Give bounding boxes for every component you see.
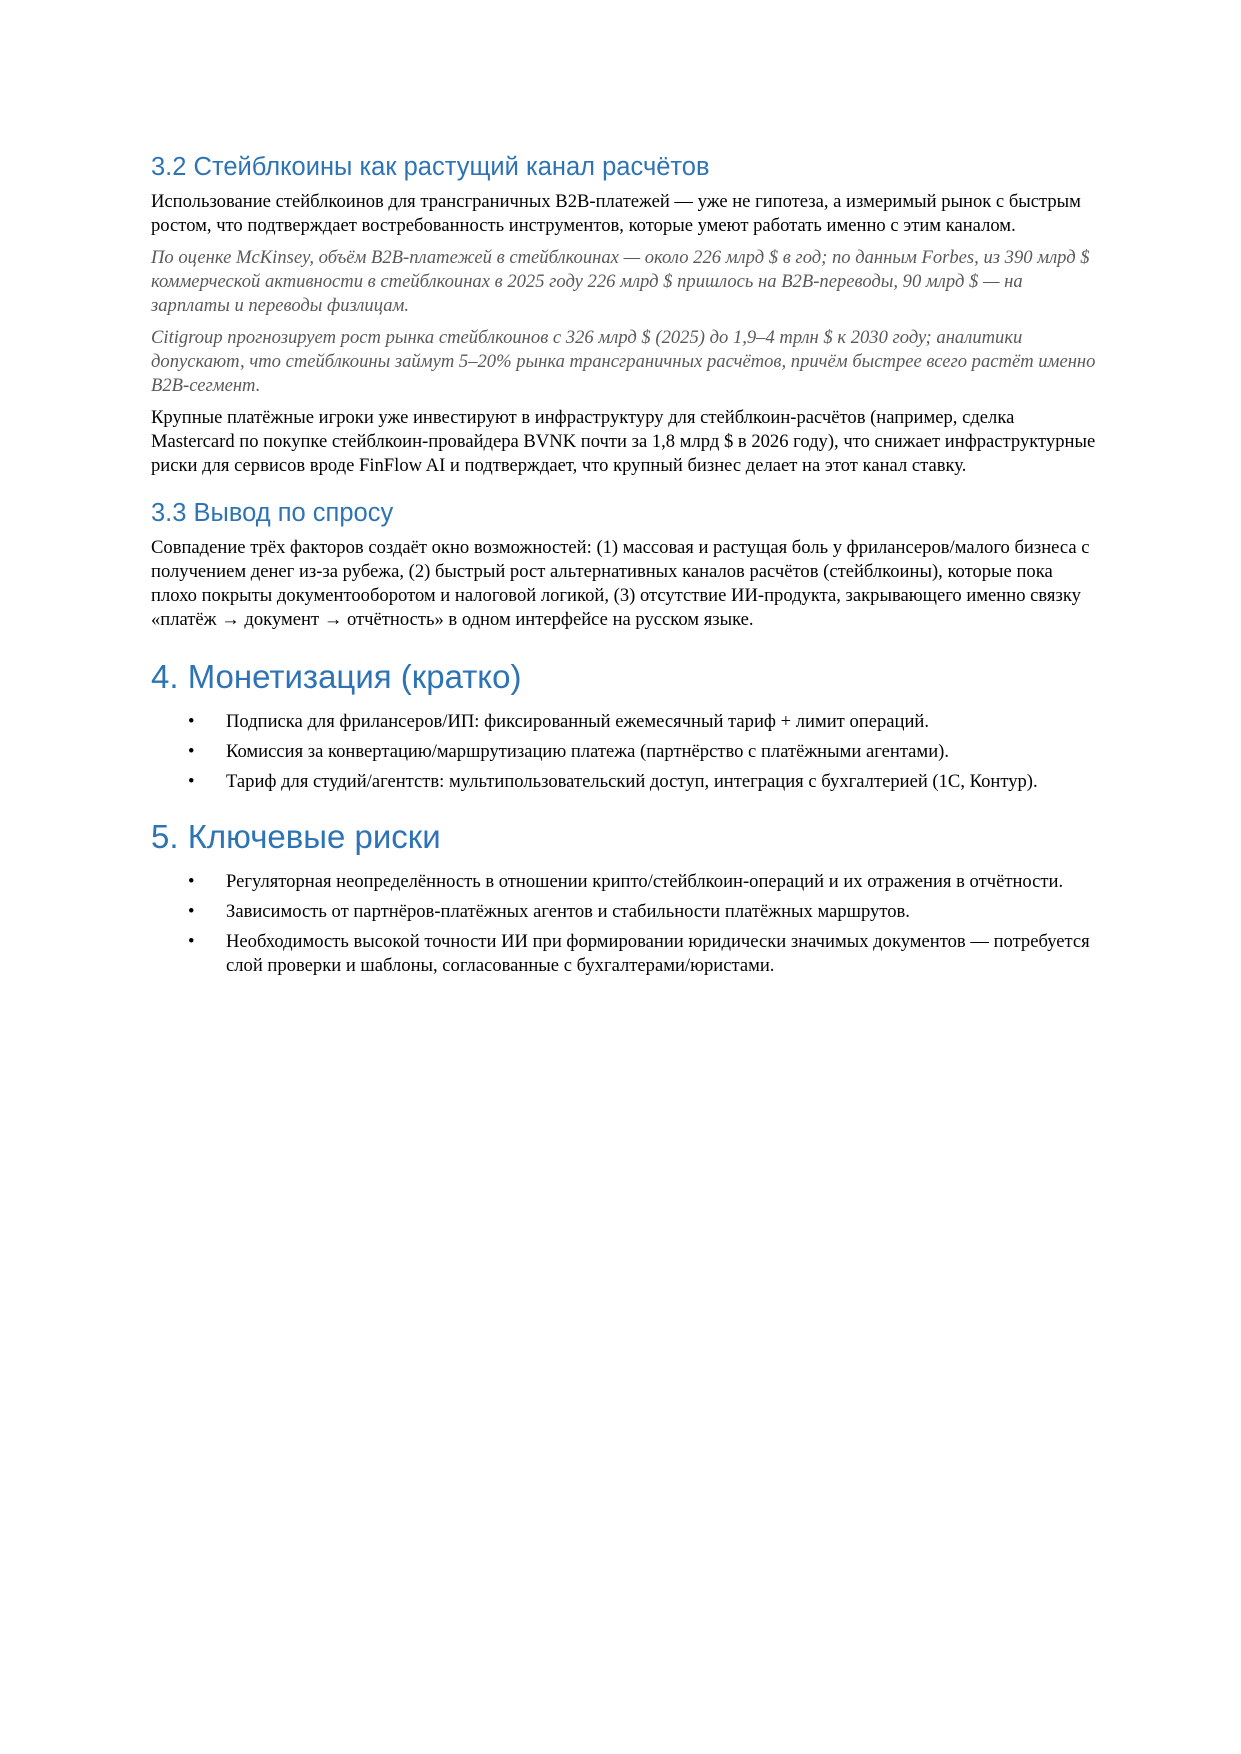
list-item bbox=[151, 770, 1101, 794]
list-item bbox=[151, 900, 1101, 924]
bullet-icon: • bbox=[188, 771, 195, 792]
monetization-list bbox=[151, 710, 1101, 794]
list-item bbox=[151, 870, 1101, 894]
section-3-2-heading: 3.2 Стейблкоины как растущий канал расчётов bbox=[151, 153, 710, 181]
list-item bbox=[151, 740, 1101, 764]
section-3-2-intro: Использование стейблкоинов для трансграничных B2B-платежей — уже не гипотеза, а измеримый рынок с быстрым ростом, что подтверждает востребованность инструментов, которые умеют работать именно с этим каналом. bbox=[151, 191, 1081, 236]
list-item-text: Регуляторная неопределённость в отношении крипто/стейблкоин-операций и их отражения в отчётности. bbox=[226, 871, 1064, 892]
section-3-2-quote-mckinsey: По оценке McKinsey, объём B2B-платежей в стейблкоинах — около 226 млрд $ в год; по данным Forbes, из 390 млрд $ коммерческой активности в стейблкоинах в 2025 году 226 млрд $ пришлось на B2B-переводы, 90 млрд $ — на зарплаты и переводы физлицам. bbox=[151, 247, 1090, 316]
list-item-text: Необходимость высокой точности ИИ при формировании юридически значимых документов — потребуется слой проверки и шаблоны, согласованные с бухгалтерами/юристами. bbox=[226, 931, 1090, 976]
list-item-text: Зависимость от партнёров-платёжных агентов и стабильности платёжных маршрутов. bbox=[226, 901, 910, 922]
list-item bbox=[151, 710, 1101, 734]
bullet-icon: • bbox=[188, 931, 195, 952]
bullet-icon: • bbox=[188, 871, 195, 892]
risks-list bbox=[151, 870, 1101, 978]
list-item-text: Комиссия за конвертацию/маршрутизацию платежа (партнёрство с платёжными агентами). bbox=[226, 741, 949, 762]
document-page bbox=[151, 150, 1101, 984]
list-item-text: Тариф для студий/агентств: мультипользовательский доступ, интеграция с бухгалтерией (1С, Контур). bbox=[226, 771, 1038, 792]
section-3-2-body: Крупные платёжные игроки уже инвестируют в инфраструктуру для стейблкоин-расчётов (например, сделка Mastercard по покупке стейблкоин-провайдера BVNK почти за 1,8 млрд $ в 2026 году), что снижает инфраструктурные риски для сервисов вроде FinFlow AI и подтверждает, что крупный бизнес делает на этот канал ставку. bbox=[151, 407, 1096, 476]
section-3-3-heading: 3.3 Вывод по спросу bbox=[151, 499, 394, 527]
section-3-3-body: Совпадение трёх факторов создаёт окно возможностей: (1) массовая и растущая боль у фрилансеров/малого бизнеса с получением денег из-за рубежа, (2) быстрый рост альтернативных каналов расчётов (стейблкоины), которые пока плохо покрыты документооборотом и налоговой логикой, (3) отсутствие ИИ-продукта, закрывающего именно связку «платёж → документ → отчётность» в одном интерфейсе на русском языке. bbox=[151, 537, 1090, 630]
bullet-icon: • bbox=[188, 711, 195, 732]
list-item-text: Подписка для фрилансеров/ИП: фиксированный ежемесячный тариф + лимит операций. bbox=[226, 711, 930, 732]
section-4-heading: 4. Монетизация (кратко) bbox=[151, 658, 522, 695]
section-5-heading: 5. Ключевые риски bbox=[151, 818, 441, 855]
list-item bbox=[151, 930, 1101, 978]
bullet-icon: • bbox=[188, 901, 195, 922]
bullet-icon: • bbox=[188, 741, 195, 762]
section-3-2-quote-citigroup: Citigroup прогнозирует рост рынка стейблкоинов с 326 млрд $ (2025) до 1,9–4 трлн $ к 2030 году; аналитики допускают, что стейблкоины займут 5–20% рынка трансграничных расчётов, причём быстрее всего растёт именно B2B-сегмент. bbox=[151, 327, 1096, 396]
